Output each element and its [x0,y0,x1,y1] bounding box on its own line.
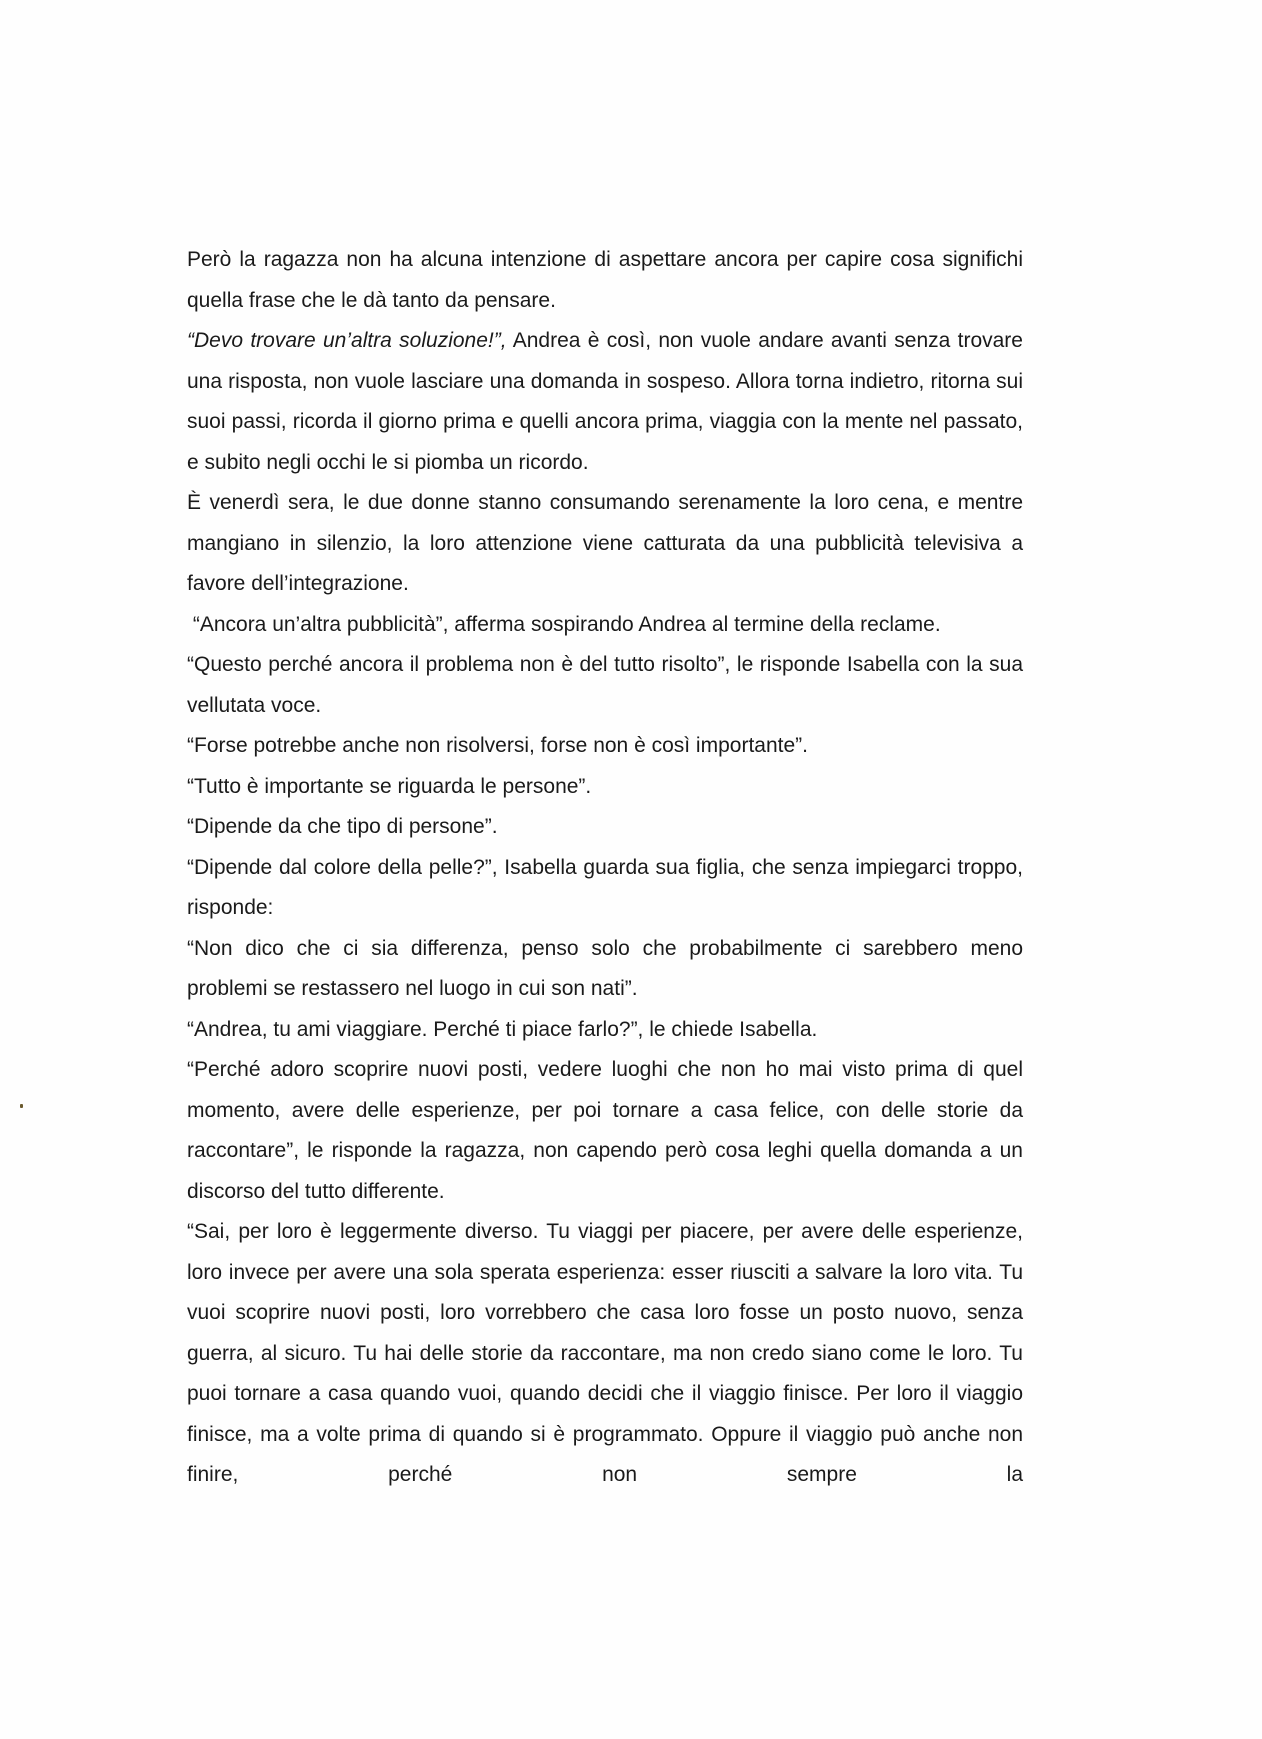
paragraph [187,1050,1023,1212]
paragraph [187,807,1023,848]
paragraph-text: “Dipende da che tipo di persone”. [187,815,498,838]
paragraph-text: Andrea è così, non vuole andare avanti senza trovare una risposta, non vuole lasciare una domanda in sospeso. Allora torna indietro, ritorna sui suoi passi, ricorda il giorno prima e quelli ancora prima, viaggia con la mente nel passato, e subito negli occhi le si piomba un ricordo. [187,329,1023,474]
paragraph-text: “Non dico che ci sia differenza, penso solo che probabilmente ci sarebbero meno problemi se restassero nel luogo in cui son nati”. [187,936,1023,1000]
paragraph-text: “Perché adoro scoprire nuovi posti, vedere luoghi che non ho mai visto prima di quel momento, avere delle esperienze, per poi tornare a casa felice, con delle storie da raccontare”, le risponde la ragazza, non capendo però cosa leghi quella domanda a un discorso del tutto differente. [187,1058,1023,1203]
paragraph [187,1212,1023,1496]
paragraph-text: È venerdì sera, le due donne stanno consumando serenamente la loro cena, e mentre mangiano in silenzio, la loro attenzione viene catturata da una pubblicità televisiva a favore dell’integrazione. [187,491,1023,595]
paragraph [187,483,1023,605]
paragraph [187,929,1023,1010]
paragraph [187,1010,1023,1051]
paragraph-text: “Questo perché ancora il problema non è del tutto risolto”, le risponde Isabella con la sua vellutata voce. [187,653,1023,717]
paragraph [187,321,1023,483]
paragraph-text: “Tutto è importante se riguarda le persone”. [187,774,592,798]
paragraph [187,605,1023,646]
paragraph [187,726,1023,767]
scan-speck [20,1104,23,1108]
paragraph-text: “Ancora un’altra pubblicità”, afferma sospirando Andrea al termine della reclame. [187,612,941,636]
paragraph [187,240,1023,321]
body-text [187,240,1023,1496]
paragraph-text: “Dipende dal colore della pelle?”, Isabella guarda sua figlia, che senza impiegarci troppo, risponde: [187,855,1023,919]
paragraph-text: “Andrea, tu ami viaggiare. Perché ti piace farlo?”, le chiede Isabella. [187,1017,818,1041]
paragraph [187,848,1023,929]
paragraph-text: “Forse potrebbe anche non risolversi, forse non è così importante”. [187,734,808,757]
paragraph-text: Però la ragazza non ha alcuna intenzione di aspettare ancora per capire cosa significhi quella frase che le dà tanto da pensare. [187,248,1023,312]
paragraph [187,767,1023,808]
paragraph-text: “Sai, per loro è leggermente diverso. Tu viaggi per piacere, per avere delle esperienze, loro invece per avere una sola sperata esperienza: esser riusciti a salvare la loro vita. Tu vuoi scoprire nuovi posti, loro vorrebbero che casa loro fosse un posto nuovo, senza guerra, al sicuro. Tu hai delle storie da raccontare, ma non credo siano come le loro. Tu puoi tornare a casa quando vuoi, quando decidi che il viaggio finisce. Per loro il viaggio finisce, ma a volte prima di quando si è programmato. Oppure il viaggio può anche non finire, perché non sempre la [187,1220,1023,1486]
italic-quote: “Devo trovare un’altra soluzione!”, [187,329,507,352]
paragraph [187,645,1023,726]
